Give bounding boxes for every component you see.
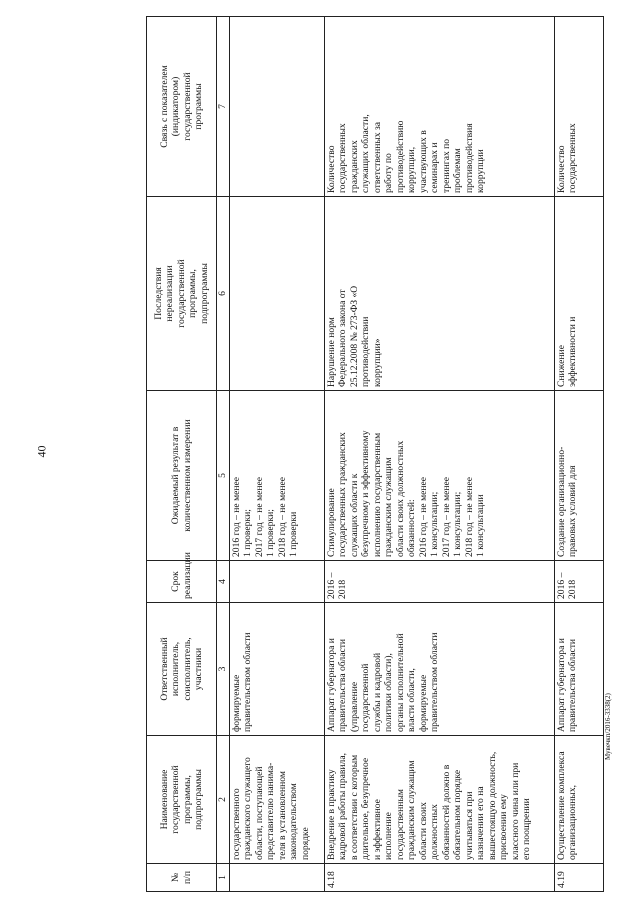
header-result: Ожидаемый результат в количественном измерении: [147, 391, 217, 561]
row-link: [229, 17, 324, 197]
row-result: Создание организационно- правовых условий для: [554, 391, 604, 561]
table-row: [229, 17, 324, 892]
column-number: 2: [217, 736, 230, 864]
table-row: [554, 17, 604, 892]
row-result: Стимулирование государственных гражданских служащих области к безупречному и эффективному исполнению государственным гражданским служащим области своих должностных обязанностей: 2016 год – не менее 1 консультации; 2017 год – не менее 1 консультации; 2018 год – не менее 1 консультации: [324, 391, 554, 561]
row-name: Внедрение в практику кадровой работы правила, в соответствии с которым длительное, безупречное и эффективное исполнение государственным гражданским служащим области своих должностных обязанностей должно в обязательном порядке учитываться при назначении его на вышестоящую должность, присвоении ему классного чина или при его поощрении: [324, 736, 554, 864]
row-link: Количество государственных: [554, 17, 604, 197]
row-term: 2016 – 2018: [324, 561, 554, 603]
row-consequences: [229, 197, 324, 391]
footer-code: Мувечкп/2016-3338(2): [604, 693, 612, 760]
column-number: 1: [217, 864, 230, 892]
row-executor: формируемые правительством области: [229, 603, 324, 736]
row-num: 4.19: [554, 864, 604, 892]
header-consequences: Последствия нереализации государственной программы, подпрограммы: [147, 197, 217, 391]
header-link: Связь с показателем (индикатором) государственной программы: [147, 17, 217, 197]
row-name: государственного гражданского служащего области, поступающей представителю нанима- теля в установленном законодательством порядке: [229, 736, 324, 864]
table-row: [324, 17, 554, 892]
page-number: 40: [34, 445, 49, 458]
column-number: 5: [217, 391, 230, 561]
column-number: 6: [217, 197, 230, 391]
row-consequences: Нарушение норм Федерального закона от 25.12.2008 № 273-ФЗ «О противодействии коррупции»: [324, 197, 554, 391]
header-executor: Ответственный исполнитель, соисполнитель, участники: [147, 603, 217, 736]
column-number: 3: [217, 603, 230, 736]
row-name: Осуществление комплекса организационных,: [554, 736, 604, 864]
header-term: Срок реализации: [147, 561, 217, 603]
row-term: [229, 561, 324, 603]
row-num: [229, 864, 324, 892]
header-num: № п/п: [147, 864, 217, 892]
row-term: 2016 – 2018: [554, 561, 604, 603]
document-table-rotated: [146, 17, 604, 892]
table-header-row: [147, 17, 217, 892]
program-table: [146, 16, 604, 892]
row-result: 2016 год – не менее 1 проверки; 2017 год – не менее 1 проверки; 2018 год – не менее 1 проверки: [229, 391, 324, 561]
row-num: 4.18: [324, 864, 554, 892]
column-number-row: [217, 17, 230, 892]
row-link: Количество государственных гражданских служащих области, ответственных за работу по противодействию коррупции, участвующих в семинарах и тренингах по проблемам противодействия коррупции: [324, 17, 554, 197]
column-number: 4: [217, 561, 230, 603]
row-executor: Аппарат губернатора и правительства области: [554, 603, 604, 736]
column-number: 7: [217, 17, 230, 197]
header-name: Наименование государственной программы, подпрограммы: [147, 736, 217, 864]
row-consequences: Снижение эффективности и: [554, 197, 604, 391]
row-executor: Аппарат губернатора и правительства области (управление государственной службы и кадровой политики области), органы исполнительной власти области, формируемые правительством области: [324, 603, 554, 736]
